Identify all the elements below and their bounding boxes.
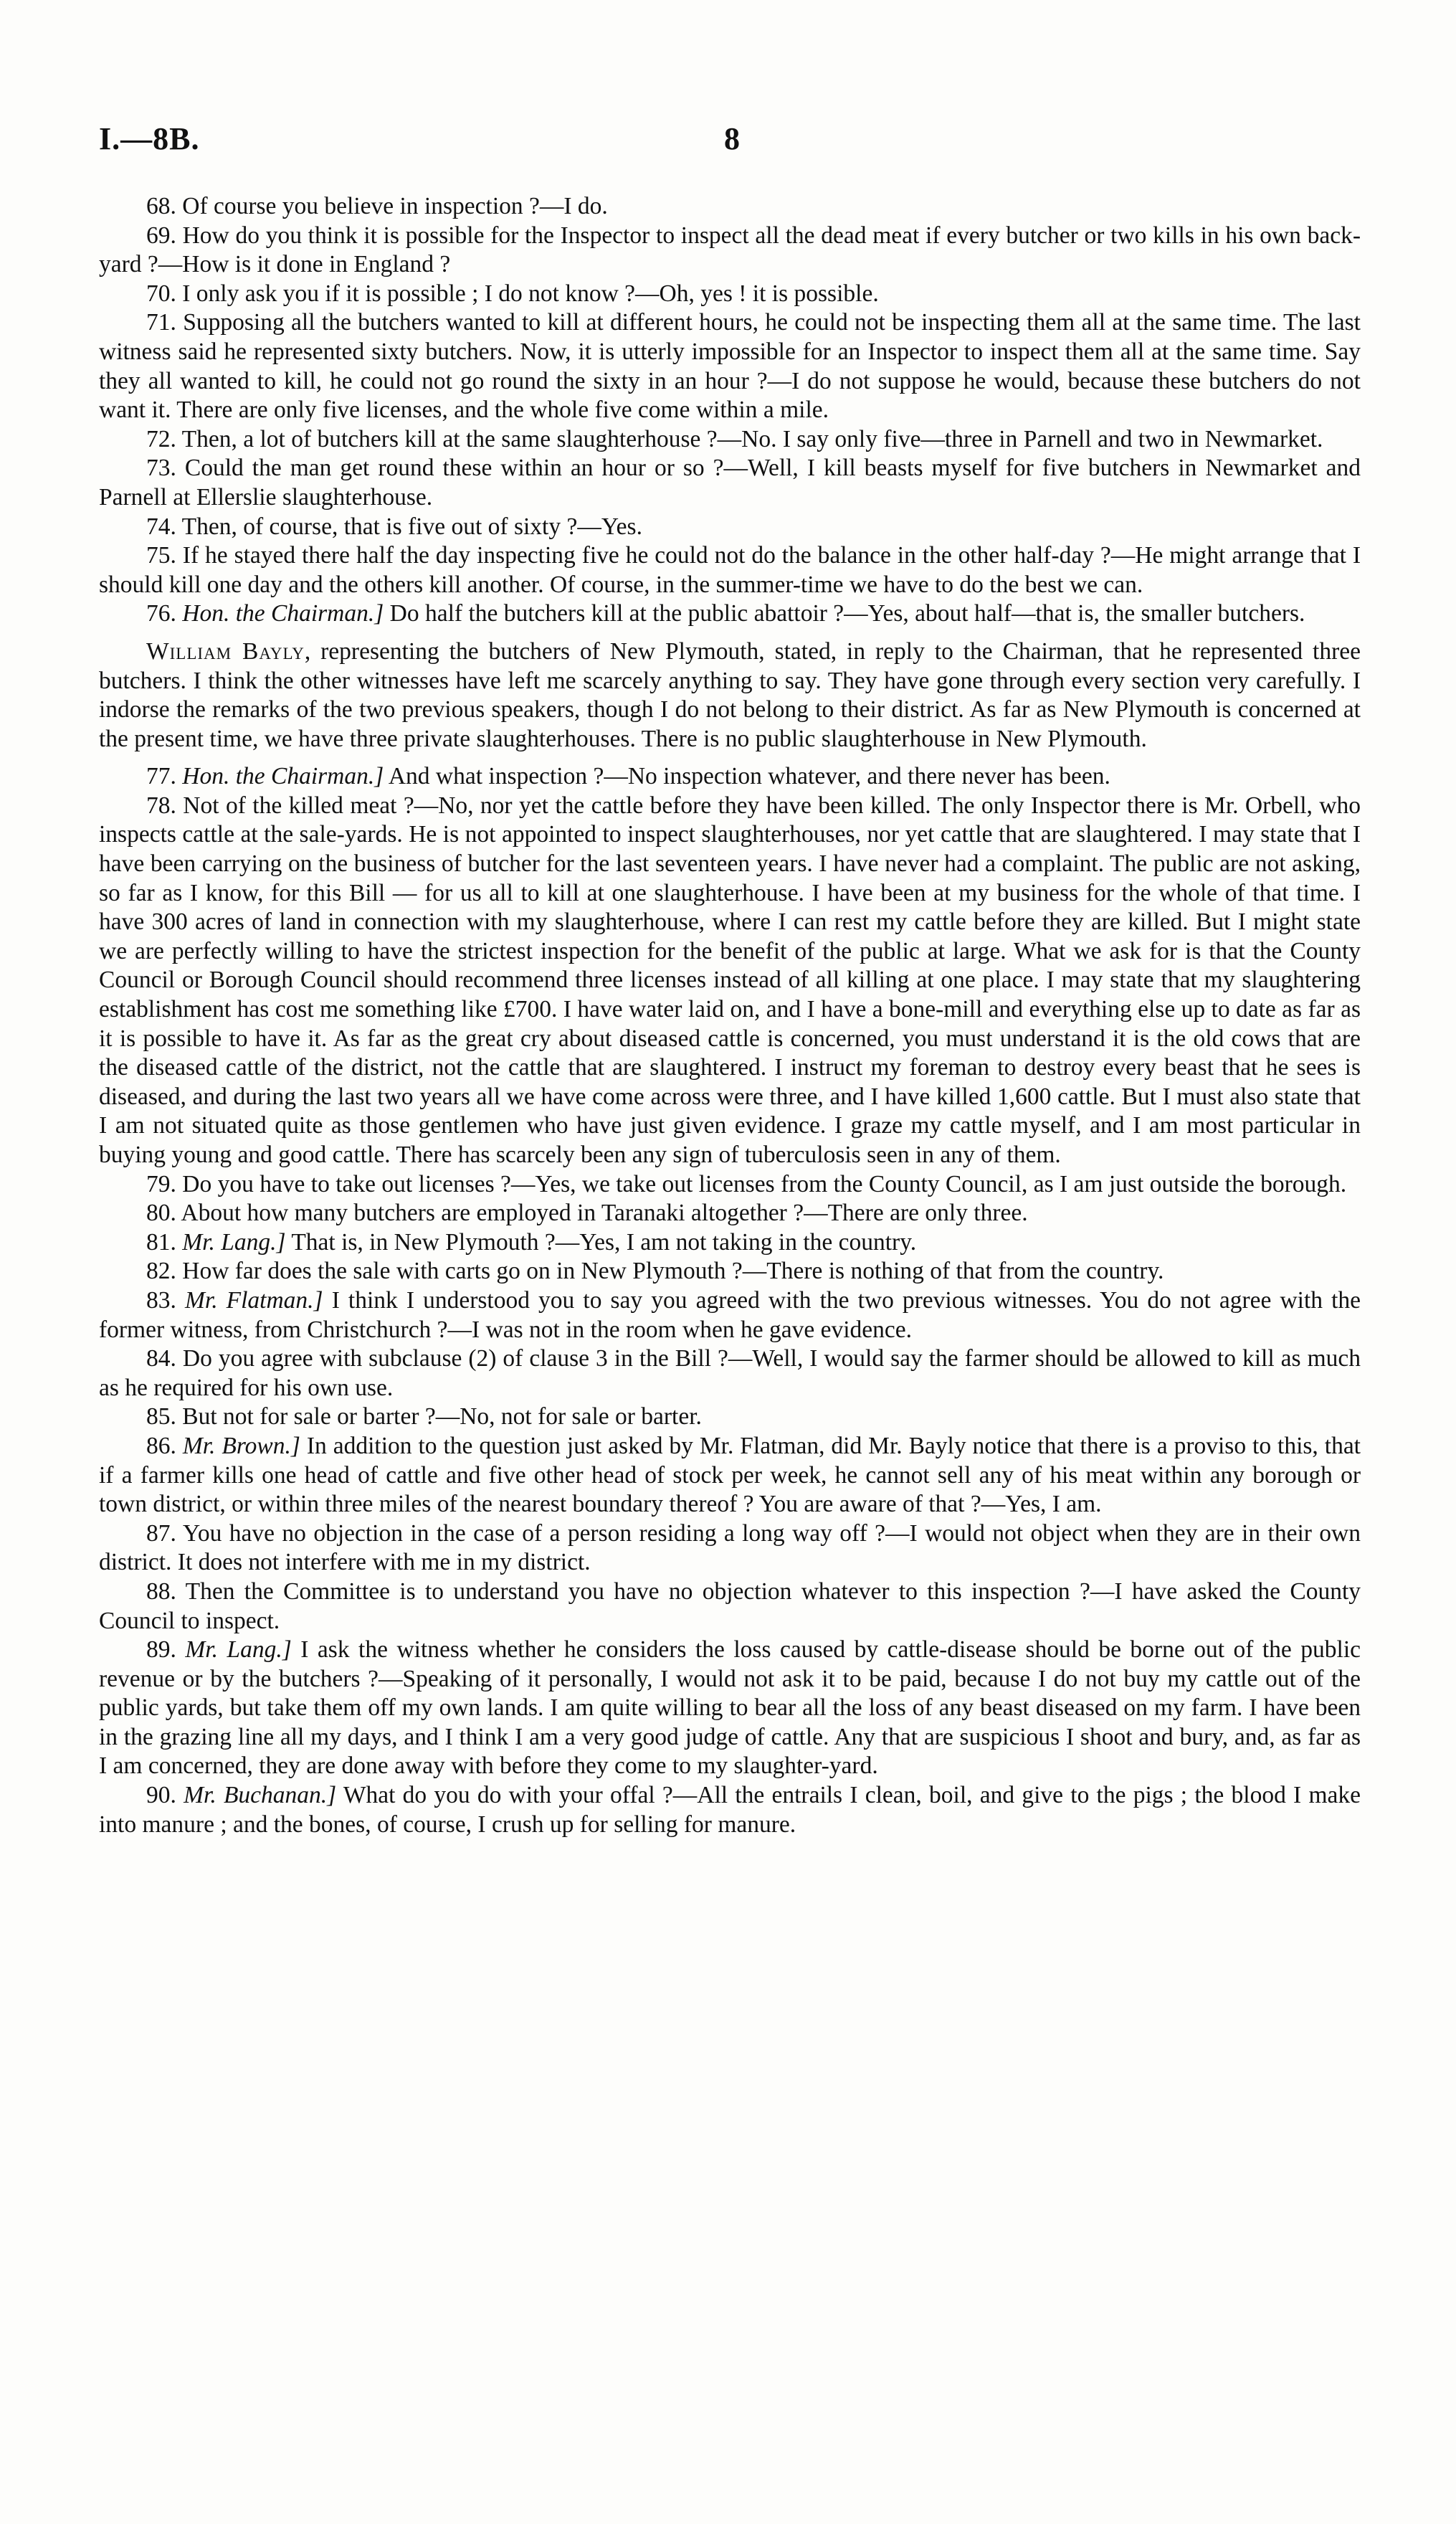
speaker-label: Mr. Lang.] — [182, 1228, 286, 1256]
question-81 — [99, 1228, 1361, 1258]
question-90 — [99, 1781, 1361, 1839]
question-89 — [99, 1636, 1361, 1781]
speaker-label: Mr. Brown.] — [182, 1432, 300, 1459]
question-79 — [99, 1170, 1361, 1200]
question-number: 89. — [146, 1636, 176, 1664]
witness-name: William Bayly — [146, 637, 305, 665]
question-text: I only ask you if it is possible ; I do not know ?—Oh, yes ! it is possible. — [182, 280, 879, 307]
question-86 — [99, 1432, 1361, 1519]
question-number: 70. — [146, 280, 176, 307]
question-83 — [99, 1286, 1361, 1344]
question-number: 81. — [146, 1228, 176, 1256]
question-number: 69. — [146, 222, 176, 249]
speaker-label: Hon. the Chairman.] — [182, 763, 384, 790]
question-number: 82. — [146, 1258, 176, 1285]
question-74 — [99, 513, 1361, 542]
question-number: 76. — [146, 600, 176, 627]
page-header — [99, 120, 1361, 163]
question-number: 79. — [146, 1170, 176, 1197]
question-text: Then, a lot of butchers kill at the same slaughterhouse ?—No. I say only five—three in Parnell and two in Newmarket. — [181, 425, 1323, 452]
question-number: 75. — [146, 542, 176, 569]
speaker-label: Mr. Lang.] — [185, 1636, 292, 1664]
question-text: Do half the butchers kill at the public abattoir ?—Yes, about half—that is, the smaller butchers. — [389, 600, 1305, 627]
question-number: 84. — [146, 1345, 176, 1372]
question-text: Supposing all the butchers wanted to kill at different hours, he could not be inspecting them all at the same time. The last witness said he represented sixty butchers. Now, it is utterly impossible for an Inspector to inspect them all at the same time. Say they all wanted to kill, he could not go round the sixty in an hour ?—I do not suppose he would, because these butchers do not want it. There are only five licenses, and the whole five come within a mile. — [99, 309, 1361, 424]
question-text: But not for sale or barter ?—No, not for sale or barter. — [182, 1403, 702, 1431]
question-number: 73. — [146, 455, 176, 482]
evidence-body — [99, 192, 1361, 1839]
question-number: 77. — [146, 763, 176, 790]
question-71 — [99, 308, 1361, 424]
question-text: Could the man get round these within an hour or so ?—Well, I kill beasts myself for five butchers in Newmarket and Parnell at Ellerslie slaughterhouse. — [99, 455, 1361, 511]
question-text: Do you have to take out licenses ?—Yes, we take out licenses from the County Council, as I am just outside the borough. — [182, 1170, 1347, 1197]
question-80 — [99, 1199, 1361, 1228]
speaker-label: Mr. Flatman.] — [184, 1286, 323, 1314]
question-number: 88. — [146, 1578, 176, 1605]
question-75 — [99, 541, 1361, 599]
question-text: I ask the witness whether he considers the loss caused by cattle-disease should be borne out of the public revenue or by the butchers ?—Speaking of it personally, I would not ask it to be paid, because I do not buy my cattle out of the public yards, but take them off my own lands. I am quite willing to bear all the loss of any beast diseased on my farm. I have been in the grazing line all my days, and I think I am a very good judge of cattle. Any that are suspicious I shoot and bury, and, as far as I am concerned, they are done away with before they come to my slaughter-yard. — [99, 1636, 1361, 1780]
question-number: 86. — [146, 1432, 176, 1459]
question-text: You have no objection in the case of a person residing a long way off ?—I would not object when they are in their own district. It does not interfere with me in my district. — [99, 1519, 1361, 1576]
question-number: 72. — [146, 425, 176, 452]
question-78 — [99, 792, 1361, 1170]
question-82 — [99, 1257, 1361, 1286]
question-85 — [99, 1403, 1361, 1432]
question-text: That is, in New Plymouth ?—Yes, I am not taking in the country. — [291, 1228, 917, 1256]
question-73 — [99, 454, 1361, 512]
question-text: What do you do with your offal ?—All the entrails I clean, boil, and give to the pigs ; the blood I make into manure ; and the bones, of course, I crush up for selling for manure. — [99, 1782, 1361, 1838]
question-text: And what inspection ?—No inspection whatever, and there never has been. — [388, 763, 1110, 790]
question-number: 71. — [146, 309, 176, 336]
question-number: 83. — [146, 1286, 176, 1314]
question-number: 90. — [146, 1782, 176, 1809]
question-number: 74. — [146, 513, 176, 540]
question-text: Of course you believe in inspection ?—I do. — [182, 193, 608, 219]
question-number: 85. — [146, 1403, 176, 1431]
question-text: Then the Committee is to understand you have no objection whatever to this inspection ?—I have asked the County Council to inspect. — [99, 1578, 1361, 1634]
witness-statement — [99, 637, 1361, 754]
question-text: In addition to the question just asked by Mr. Flatman, did Mr. Bayly notice that there is a proviso to this, that if a farmer kills one head of cattle and five other head of stock per week, he cannot sell any of his meat within any borough or town district, or within three miles of the nearest boundary thereof ? You are aware of that ?—Yes, I am. — [99, 1432, 1361, 1518]
question-text: Not of the killed meat ?—No, nor yet the cattle before they have been killed. The only Inspector there is Mr. Orbell, who inspects cattle at the sale-yards. He is not appointed to inspect slaughterhouses, nor yet cattle that are slaughtered. I may state that I have been carrying on the business of butcher for the last seventeen years. I have never had a complaint. The public are not asking, so far as I know, for this Bill — for us all to kill at one slaughterhouse. I have been at my business for the whole of that time. I have 300 acres of land in connection with my slaughterhouse, where I can rest my cattle before they are killed. But I might state we are perfectly willing to have the strictest inspection for the benefit of the public at large. What we ask for is that the County Council or Borough Council should recommend three licenses instead of all killing at one place. I may state that my slaughtering establishment has cost me something like £700. I have water laid on, and I have a bone-mill and everything else up to date as far as it is possible to have it. As far as the great cry about diseased cattle is concerned, you must understand it is the old cows that are the diseased cattle of the district, not the cattle that are slaughtered. I instruct my foreman to destroy every beast that he sees is diseased, and during the last two years all we have come across were three, and I have killed 1,600 cattle. But I must also state that I am not situated quite as those gentlemen who have just given evidence. I graze my cattle myself, and I am most particular in buying young and good cattle. There has scarcely been any sign of tuberculosis seen in any of them. — [99, 792, 1361, 1168]
question-72 — [99, 425, 1361, 455]
question-text: How far does the sale with carts go on in New Plymouth ?—There is nothing of that from the country. — [182, 1258, 1164, 1285]
speaker-label: Hon. the Chairman.] — [182, 600, 384, 627]
question-70 — [99, 280, 1361, 309]
question-number: 78. — [146, 792, 176, 819]
statement-text: , representing the butchers of New Plymouth, stated, in reply to the Chairman, that he represented three butchers. I think the other witnesses have left me scarcely anything to say. They have gone through every section very carefully. I indorse the remarks of the two previous speakers, though I do not belong to their district. As far as New Plymouth is concerned at the present time, we have three private slaughterhouses. There is no public slaughterhouse in New Plymouth. — [99, 637, 1361, 752]
question-text: Then, of course, that is five out of sixty ?—Yes. — [181, 513, 642, 540]
question-text: If he stayed there half the day inspecting five he could not do the balance in the other half-day ?—He might arrange that I should kill one day and the others kill another. Of course, in the summer-time we have to do the best we can. — [99, 542, 1361, 598]
question-88 — [99, 1578, 1361, 1636]
question-text: About how many butchers are employed in Taranaki altogether ?—There are only three. — [181, 1200, 1028, 1227]
question-68 — [99, 192, 1361, 222]
question-text: How do you think it is possible for the Inspector to inspect all the dead meat if every butcher or two kills in his own back-yard ?—How is it done in England ? — [99, 222, 1361, 278]
page-number: 8 — [724, 121, 740, 156]
question-84 — [99, 1344, 1361, 1403]
speaker-label: Mr. Buchanan.] — [184, 1782, 337, 1809]
question-number: 68. — [146, 193, 176, 219]
document-reference: I.—8B. — [99, 121, 200, 156]
question-text: Do you agree with subclause (2) of clause 3 in the Bill ?—Well, I would say the farmer should be allowed to kill as much as he required for his own use. — [99, 1345, 1361, 1401]
question-77 — [99, 762, 1361, 792]
question-76 — [99, 599, 1361, 629]
question-number: 80. — [146, 1200, 176, 1227]
question-text: I think I understood you to say you agreed with the two previous witnesses. You do not agree with the former witness, from Christchurch ?—I was not in the room when he gave evidence. — [99, 1286, 1361, 1343]
question-87 — [99, 1519, 1361, 1578]
question-number: 87. — [146, 1519, 176, 1547]
question-69 — [99, 222, 1361, 280]
